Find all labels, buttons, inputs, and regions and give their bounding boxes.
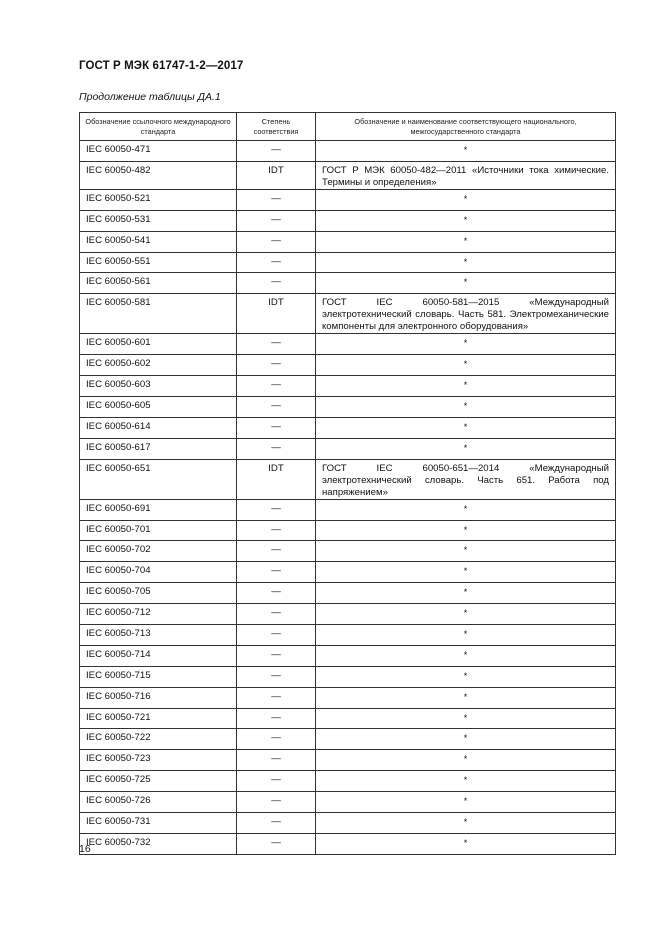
cell-ref-standard: IEC 60050-561 (80, 273, 237, 294)
cell-degree: — (237, 273, 316, 294)
cell-ref-standard: IEC 60050-482 (80, 161, 237, 189)
cell-degree: — (237, 666, 316, 687)
table-row (80, 141, 616, 162)
cell-national-standard: * (316, 273, 616, 294)
page-number: 16 (79, 843, 91, 855)
cell-ref-standard: IEC 60050-731 (80, 813, 237, 834)
table-row (80, 376, 616, 397)
table-row (80, 625, 616, 646)
table-row (80, 645, 616, 666)
cell-degree: — (237, 376, 316, 397)
table-row (80, 231, 616, 252)
standards-table (79, 112, 616, 855)
table-row (80, 499, 616, 520)
table-row (80, 583, 616, 604)
cell-national-standard: * (316, 645, 616, 666)
table-row (80, 161, 616, 189)
cell-ref-standard: IEC 60050-614 (80, 417, 237, 438)
cell-ref-standard: IEC 60050-723 (80, 750, 237, 771)
cell-degree: — (237, 438, 316, 459)
cell-ref-standard: IEC 60050-521 (80, 189, 237, 210)
cell-national-standard: * (316, 813, 616, 834)
cell-ref-standard: IEC 60050-721 (80, 708, 237, 729)
cell-national-standard: * (316, 189, 616, 210)
cell-degree: — (237, 708, 316, 729)
table-row (80, 687, 616, 708)
cell-national-standard: * (316, 334, 616, 355)
table-row (80, 334, 616, 355)
cell-ref-standard: IEC 60050-605 (80, 397, 237, 418)
table-row (80, 750, 616, 771)
cell-degree: — (237, 141, 316, 162)
table-row (80, 294, 616, 334)
cell-national-standard: * (316, 520, 616, 541)
cell-degree: — (237, 604, 316, 625)
cell-national-standard: * (316, 252, 616, 273)
cell-degree: — (237, 397, 316, 418)
cell-degree: — (237, 562, 316, 583)
cell-degree: IDT (237, 161, 316, 189)
cell-national-standard: * (316, 541, 616, 562)
cell-national-standard: * (316, 604, 616, 625)
table-row (80, 666, 616, 687)
table-row (80, 562, 616, 583)
cell-national-standard: * (316, 771, 616, 792)
cell-ref-standard: IEC 60050-714 (80, 645, 237, 666)
cell-ref-standard: IEC 60050-541 (80, 231, 237, 252)
cell-national-standard: * (316, 708, 616, 729)
cell-ref-standard: IEC 60050-702 (80, 541, 237, 562)
table-row (80, 541, 616, 562)
cell-degree: — (237, 625, 316, 646)
table-row (80, 397, 616, 418)
cell-degree: — (237, 499, 316, 520)
cell-degree: — (237, 210, 316, 231)
cell-national-standard: * (316, 833, 616, 854)
cell-ref-standard: IEC 60050-691 (80, 499, 237, 520)
cell-ref-standard: IEC 60050-551 (80, 252, 237, 273)
cell-degree: — (237, 645, 316, 666)
cell-ref-standard: IEC 60050-617 (80, 438, 237, 459)
cell-national-standard: * (316, 625, 616, 646)
cell-degree: — (237, 334, 316, 355)
table-row (80, 604, 616, 625)
table-row (80, 189, 616, 210)
cell-ref-standard: IEC 60050-603 (80, 376, 237, 397)
cell-national-standard: * (316, 792, 616, 813)
cell-national-standard: * (316, 583, 616, 604)
cell-degree: — (237, 583, 316, 604)
cell-degree: IDT (237, 294, 316, 334)
table-row (80, 210, 616, 231)
cell-ref-standard: IEC 60050-704 (80, 562, 237, 583)
cell-national-standard: * (316, 750, 616, 771)
cell-degree: — (237, 231, 316, 252)
cell-ref-standard: IEC 60050-602 (80, 355, 237, 376)
table-row (80, 252, 616, 273)
cell-ref-standard: IEC 60050-705 (80, 583, 237, 604)
table-row (80, 792, 616, 813)
table-row (80, 520, 616, 541)
cell-national-standard: * (316, 666, 616, 687)
table-row (80, 459, 616, 499)
cell-ref-standard: IEC 60050-725 (80, 771, 237, 792)
cell-degree: — (237, 541, 316, 562)
cell-national-standard: ГОСТ Р МЭК 60050-482—2011 «Источники тока химические. Термины и определения» (316, 161, 616, 189)
cell-degree: — (237, 750, 316, 771)
column-header-degree: Степень соответствия (237, 113, 316, 141)
cell-degree: — (237, 833, 316, 854)
table-caption: Продолжение таблицы ДА.1 (79, 91, 221, 103)
cell-ref-standard: IEC 60050-726 (80, 792, 237, 813)
table-row (80, 438, 616, 459)
cell-ref-standard: IEC 60050-471 (80, 141, 237, 162)
cell-degree: — (237, 729, 316, 750)
cell-ref-standard: IEC 60050-715 (80, 666, 237, 687)
cell-ref-standard: IEC 60050-651 (80, 459, 237, 499)
cell-degree: — (237, 792, 316, 813)
cell-national-standard: * (316, 687, 616, 708)
cell-degree: — (237, 813, 316, 834)
cell-national-standard: * (316, 210, 616, 231)
cell-national-standard: * (316, 562, 616, 583)
cell-ref-standard: IEC 60050-581 (80, 294, 237, 334)
column-header-national: Обозначение и наименование соответствующего национального, межгосударственного стандарта (316, 113, 616, 141)
cell-national-standard: ГОСТ IEC 60050-651—2014 «Международный электротехнический словарь. Часть 651. Работа под напряжением» (316, 459, 616, 499)
table-row (80, 729, 616, 750)
table-row (80, 355, 616, 376)
cell-ref-standard: IEC 60050-716 (80, 687, 237, 708)
cell-degree: IDT (237, 459, 316, 499)
table-row (80, 771, 616, 792)
cell-national-standard: * (316, 355, 616, 376)
cell-national-standard: * (316, 499, 616, 520)
cell-degree: — (237, 355, 316, 376)
cell-national-standard: * (316, 141, 616, 162)
cell-national-standard: * (316, 231, 616, 252)
cell-national-standard: * (316, 397, 616, 418)
cell-national-standard: * (316, 417, 616, 438)
cell-ref-standard: IEC 60050-712 (80, 604, 237, 625)
cell-degree: — (237, 417, 316, 438)
cell-national-standard: * (316, 438, 616, 459)
table-row (80, 273, 616, 294)
cell-ref-standard: IEC 60050-531 (80, 210, 237, 231)
table-header-row (80, 113, 616, 141)
cell-degree: — (237, 252, 316, 273)
cell-ref-standard: IEC 60050-722 (80, 729, 237, 750)
cell-ref-standard: IEC 60050-732 (80, 833, 237, 854)
cell-ref-standard: IEC 60050-713 (80, 625, 237, 646)
cell-degree: — (237, 520, 316, 541)
cell-national-standard: * (316, 729, 616, 750)
cell-ref-standard: IEC 60050-601 (80, 334, 237, 355)
column-header-ref: Обозначение ссылочного международного стандарта (80, 113, 237, 141)
table-row (80, 833, 616, 854)
table-body (80, 141, 616, 855)
table-row (80, 813, 616, 834)
table-row (80, 708, 616, 729)
cell-national-standard: * (316, 376, 616, 397)
table-row (80, 417, 616, 438)
cell-national-standard: ГОСТ IEC 60050-581—2015 «Международный электротехнический словарь. Часть 581. Электромеханические компоненты для электронного оборудования» (316, 294, 616, 334)
cell-degree: — (237, 771, 316, 792)
cell-degree: — (237, 687, 316, 708)
cell-degree: — (237, 189, 316, 210)
document-header: ГОСТ Р МЭК 61747-1-2—2017 (79, 60, 244, 72)
cell-ref-standard: IEC 60050-701 (80, 520, 237, 541)
